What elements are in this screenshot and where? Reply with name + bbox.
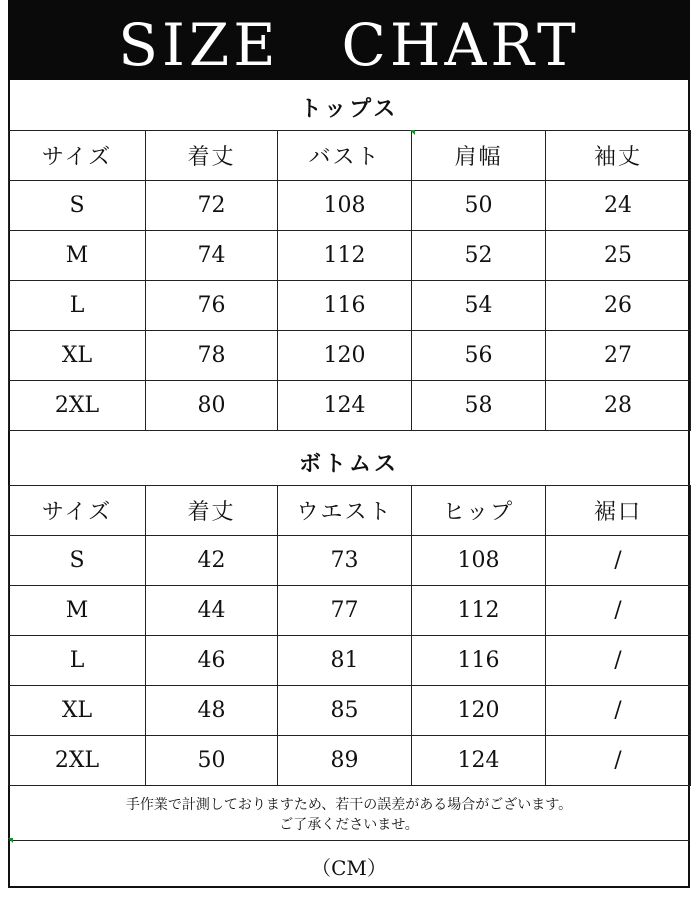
- size-cell: 2XL: [9, 381, 146, 431]
- size-cell: S: [9, 536, 146, 586]
- size-cell: XL: [9, 331, 146, 381]
- value-cell: 81: [278, 636, 412, 686]
- value-cell: /: [546, 686, 691, 736]
- size-cell: XL: [9, 686, 146, 736]
- value-cell: 76: [146, 281, 278, 331]
- tops-section-title: トップス: [299, 97, 399, 122]
- value-cell: 72: [146, 181, 278, 231]
- value-cell: 78: [146, 331, 278, 381]
- size-cell: M: [9, 586, 146, 636]
- cell-marker: [8, 838, 13, 843]
- measurement-note: [8, 795, 690, 835]
- value-cell: 50: [412, 181, 546, 231]
- bottoms-table: [8, 485, 691, 786]
- note-line-1: 手作業で計測しておりますため、若干の誤差がある場合がございます。: [125, 797, 573, 813]
- tops-header-cell: バスト: [278, 131, 412, 181]
- value-cell: 50: [146, 736, 278, 786]
- tops-header-row: [9, 131, 691, 181]
- bottoms-section-title: ボトムス: [298, 452, 399, 477]
- table-row: [9, 331, 691, 381]
- value-cell: /: [546, 736, 691, 786]
- table-row: [9, 736, 691, 786]
- bottoms-header-cell: サイズ: [9, 486, 146, 536]
- value-cell: 116: [278, 281, 412, 331]
- tops-header-cell: サイズ: [9, 131, 146, 181]
- value-cell: 24: [546, 181, 691, 231]
- tops-header-cell: 肩幅: [412, 131, 546, 181]
- table-row: [9, 281, 691, 331]
- bottoms-header-cell: ウエスト: [278, 486, 412, 536]
- size-cell: M: [9, 231, 146, 281]
- unit-label: （CM）: [311, 856, 387, 880]
- value-cell: 73: [278, 536, 412, 586]
- size-chart-banner: [8, 0, 690, 80]
- value-cell: 48: [146, 686, 278, 736]
- size-cell: 2XL: [9, 736, 146, 786]
- value-cell: 89: [278, 736, 412, 786]
- value-cell: 116: [412, 636, 546, 686]
- value-cell: 26: [546, 281, 691, 331]
- bottoms-header-row: [9, 486, 691, 536]
- banner-title: SIZE CHART: [118, 11, 580, 79]
- value-cell: 25: [546, 231, 691, 281]
- table-row: [9, 586, 691, 636]
- table-row: [9, 181, 691, 231]
- value-cell: 120: [412, 686, 546, 736]
- value-cell: 120: [278, 331, 412, 381]
- value-cell: 108: [412, 536, 546, 586]
- value-cell: 46: [146, 636, 278, 686]
- value-cell: 27: [546, 331, 691, 381]
- value-cell: /: [546, 536, 691, 586]
- table-row: [9, 536, 691, 586]
- divider: [8, 840, 690, 841]
- value-cell: 124: [278, 381, 412, 431]
- value-cell: /: [546, 636, 691, 686]
- table-row: [9, 686, 691, 736]
- value-cell: 58: [412, 381, 546, 431]
- bottoms-header-cell: ヒップ: [412, 486, 546, 536]
- tops-header-cell: 着丈: [146, 131, 278, 181]
- value-cell: 56: [412, 331, 546, 381]
- value-cell: 77: [278, 586, 412, 636]
- bottoms-header-cell: 裾口: [546, 486, 691, 536]
- value-cell: /: [546, 586, 691, 636]
- bottoms-header-cell: 着丈: [146, 486, 278, 536]
- cell-marker: [410, 130, 415, 135]
- value-cell: 74: [146, 231, 278, 281]
- table-row: [9, 231, 691, 281]
- value-cell: 80: [146, 381, 278, 431]
- value-cell: 112: [412, 586, 546, 636]
- size-cell: L: [9, 636, 146, 686]
- value-cell: 28: [546, 381, 691, 431]
- note-line-2: ご了承くださいませ。: [279, 817, 419, 833]
- table-row: [9, 636, 691, 686]
- value-cell: 108: [278, 181, 412, 231]
- value-cell: 85: [278, 686, 412, 736]
- size-cell: L: [9, 281, 146, 331]
- value-cell: 124: [412, 736, 546, 786]
- value-cell: 42: [146, 536, 278, 586]
- tops-table: [8, 130, 691, 431]
- size-cell: S: [9, 181, 146, 231]
- value-cell: 44: [146, 586, 278, 636]
- table-row: [9, 381, 691, 431]
- value-cell: 112: [278, 231, 412, 281]
- tops-header-cell: 袖丈: [546, 131, 691, 181]
- value-cell: 54: [412, 281, 546, 331]
- value-cell: 52: [412, 231, 546, 281]
